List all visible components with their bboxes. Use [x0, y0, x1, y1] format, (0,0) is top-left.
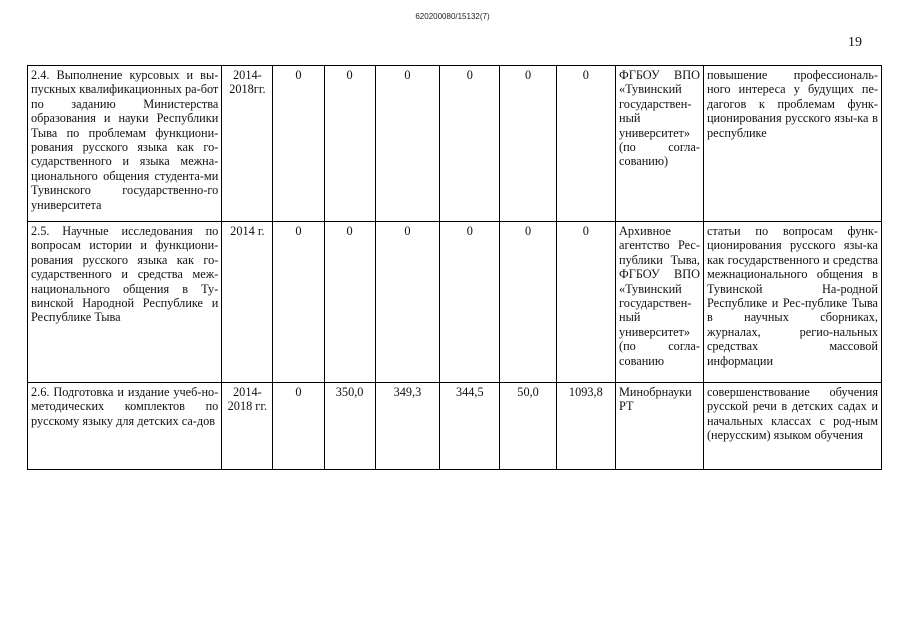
value-cell: 0 [440, 66, 500, 222]
table-row [28, 66, 882, 222]
page-number: 19 [848, 35, 862, 50]
activity-period: 2014-2018гг. [222, 66, 273, 222]
activity-period: 2014-2018 гг. [222, 383, 273, 470]
value-cell: 0 [556, 222, 615, 383]
activity-executor: Архивное агентство Рес-публики Тыва, ФГБОУ ВПО «Тувинский государствен-ный университет» (по согла-сованию [616, 222, 704, 383]
value-cell: 349,3 [375, 383, 439, 470]
activity-description: 2.5. Научные исследования по вопросам истории и функциони-рования русского языка как го-сударственного и средства меж-национального общения в Ту-винской Народной Республике и Республике Тыва [28, 222, 222, 383]
value-cell: 1093,8 [556, 383, 615, 470]
table-row [28, 222, 882, 383]
value-cell: 350,0 [324, 383, 375, 470]
value-cell: 0 [273, 66, 324, 222]
activity-result: повышение профессиональ-ного интереса у будущих пе-дагогов к проблемам функ-ционирования русского язы-ка в республике [703, 66, 881, 222]
activity-executor: ФГБОУ ВПО «Тувинский государствен-ный университет» (по согла-сованию) [616, 66, 704, 222]
value-cell: 0 [440, 222, 500, 383]
value-cell: 344,5 [440, 383, 500, 470]
value-cell: 0 [324, 66, 375, 222]
value-cell: 0 [556, 66, 615, 222]
activity-description: 2.4. Выполнение курсовых и вы-пускных квалификационных ра-бот по заданию Министерства образования и науки Республики Тыва по проблемам функциони-рования русского языка как го-сударственного и языка межна-ционального общения студента-ми Тувинского государственно-го университета [28, 66, 222, 222]
table-row [28, 383, 882, 470]
value-cell: 0 [324, 222, 375, 383]
value-cell: 50,0 [500, 383, 556, 470]
value-cell: 0 [375, 66, 439, 222]
value-cell: 0 [375, 222, 439, 383]
value-cell: 0 [273, 383, 324, 470]
value-cell: 0 [500, 222, 556, 383]
value-cell: 0 [273, 222, 324, 383]
activity-period: 2014 г. [222, 222, 273, 383]
activity-result: статьи по вопросам функ-ционирования русского язы-ка как государственного и средства межнационального общения в Тувинской На-родной Республике и Рес-публике Тыва в научных сборниках, журналах, регио-нальных средствах массовой информации [703, 222, 881, 383]
activity-description: 2.6. Подготовка и издание учеб-но-методических комплектов по русскому языку для детских са-дов [28, 383, 222, 470]
program-table [27, 65, 882, 470]
document-code: 620200080/15132(7) [415, 12, 490, 21]
activity-result: совершенствование обучения русской речи в детских садах и начальных классах с род-ным (нерусским) языком обучения [703, 383, 881, 470]
activity-executor: Минобрнауки РТ [616, 383, 704, 470]
value-cell: 0 [500, 66, 556, 222]
